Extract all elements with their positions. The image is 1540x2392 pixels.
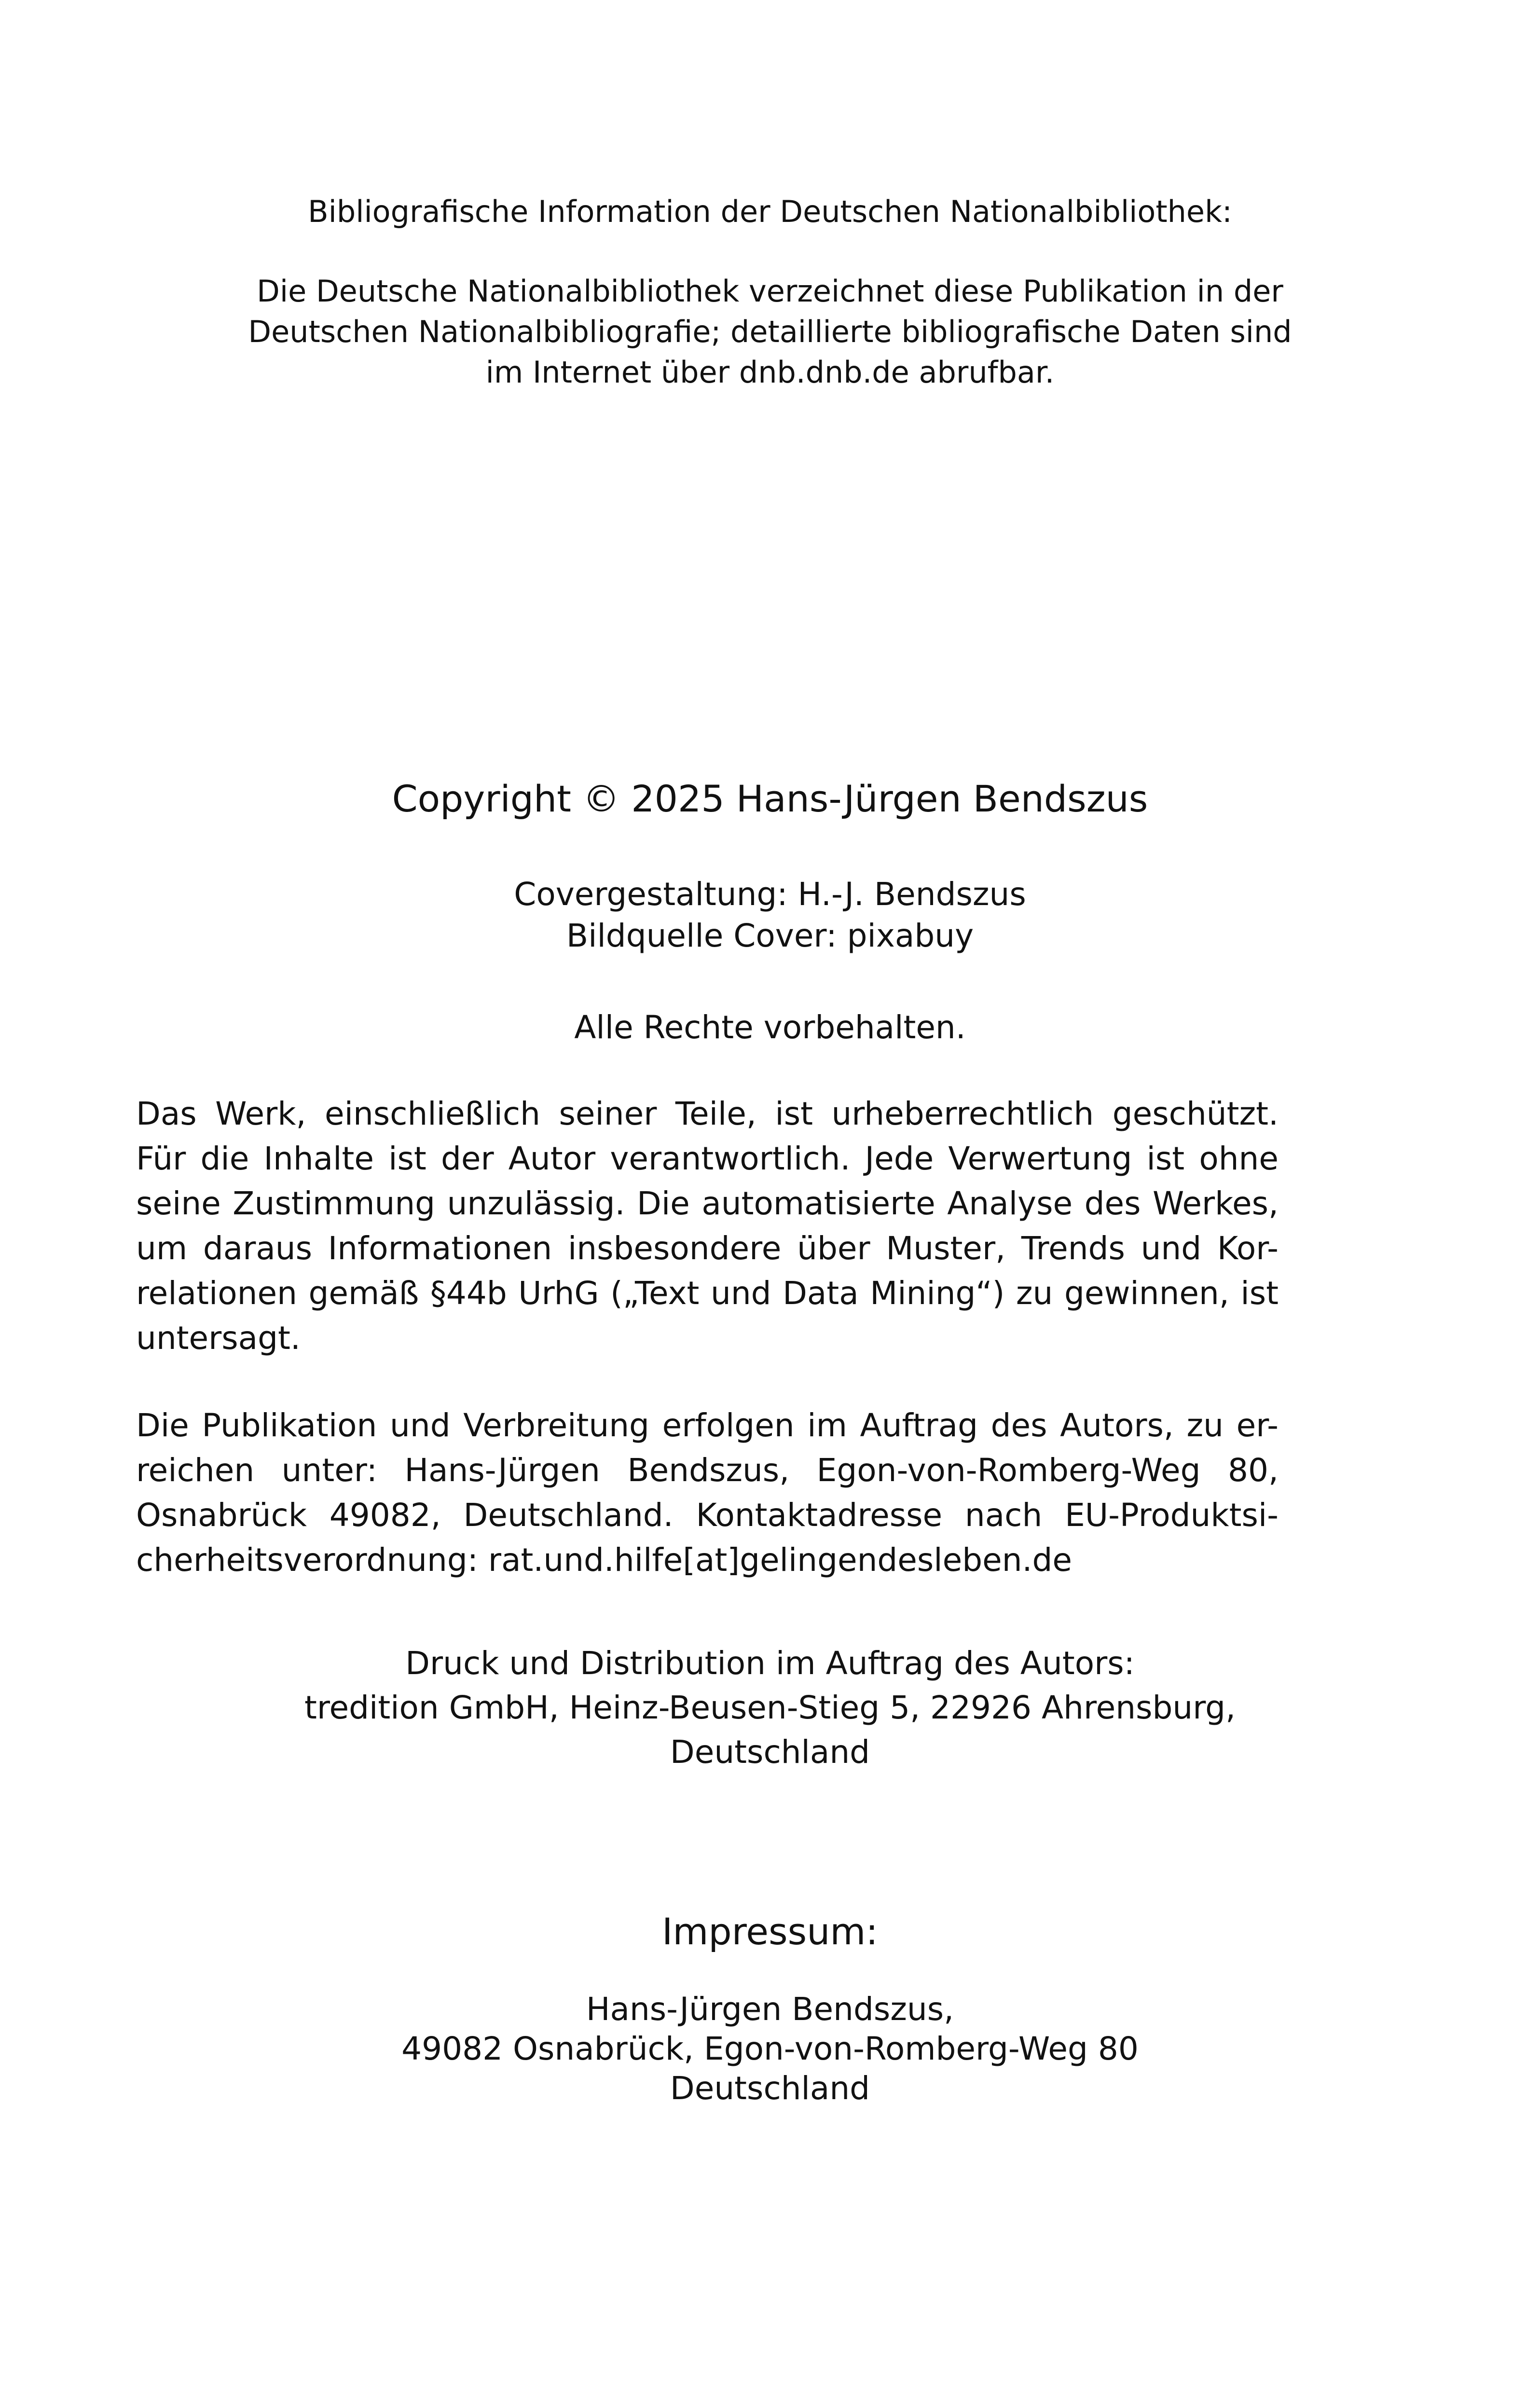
print-line: tredition GmbH, Heinz-Beusen-Stieg 5, 22926 Ahrensburg, [304,1689,1236,1726]
publication-line: reichen unter: Hans-Jürgen Bendszus, Egon-von-Romberg-Weg 80, [136,1452,1279,1489]
legal-line: relationen gemäß §44b UrhG („Text und Data Mining“) zu gewinnen, ist [136,1275,1279,1312]
legal-line: um daraus Informationen insbesondere über Muster, Trends und Kor- [136,1230,1279,1267]
dnb-line: Deutschen Nationalbibliografie; detaillierte bibliografische Daten sind [248,314,1292,349]
print-line: Deutschland [670,1733,870,1771]
impressum-line: Hans-Jürgen Bendszus, [586,1991,954,2028]
dnb-line: Die Deutsche Nationalbibliothek verzeichnet diese Publikation in der [257,274,1283,309]
legal-line: Für die Inhalte ist der Autor verantwortlich. Jede Verwertung ist ohne [136,1140,1279,1177]
copyright-line: Copyright © 2025 Hans-Jürgen Bendszus [392,777,1148,820]
legal-line: seine Zustimmung unzulässig. Die automatisierte Analyse des Werkes, [136,1185,1279,1222]
cover-credits [0,872,1540,958]
dnb-line: im Internet über dnb.dnb.de abrufbar. [485,355,1055,390]
dnb-heading: Bibliografische Information der Deutschen Nationalbibliothek: [308,194,1232,229]
publication-line: Osnabrück 49082, Deutschland. Kontaktadresse nach EU-Produktsi- [136,1497,1279,1534]
copyright-section [0,775,1540,823]
cover-design-line: Covergestaltung: H.-J. Bendszus [514,876,1026,913]
print-line: Druck und Distribution im Auftrag des Autors: [405,1645,1135,1682]
publication-line: Die Publikation und Verbreitung erfolgen im Auftrag des Autors, zu er- [136,1407,1279,1444]
publication-line: cherheitsverordnung: rat.und.hilfe[at]gelingendesleben.de [136,1541,1072,1579]
cover-image-source-line: Bildquelle Cover: pixabuy [566,917,974,954]
impressum-section [0,1908,1540,1956]
impressum-line: 49082 Osnabrück, Egon-von-Romberg-Weg 80 [401,2030,1139,2067]
print-section [0,1641,1540,1774]
publication-paragraph [136,1403,1279,1582]
rights-line: Alle Rechte vorbehalten. [574,1009,966,1046]
dnb-text [0,271,1540,393]
legal-line: Das Werk, einschließlich seiner Teile, ist urheberrechtlich geschützt. [136,1095,1279,1132]
impressum-line: Deutschland [670,2070,870,2107]
legal-line: untersagt. [136,1320,301,1357]
rights-section [0,1005,1540,1050]
impressum-heading: Impressum: [661,1910,879,1953]
dnb-section [0,192,1540,232]
impressum-address [0,1990,1540,2108]
legal-paragraph [136,1091,1279,1361]
